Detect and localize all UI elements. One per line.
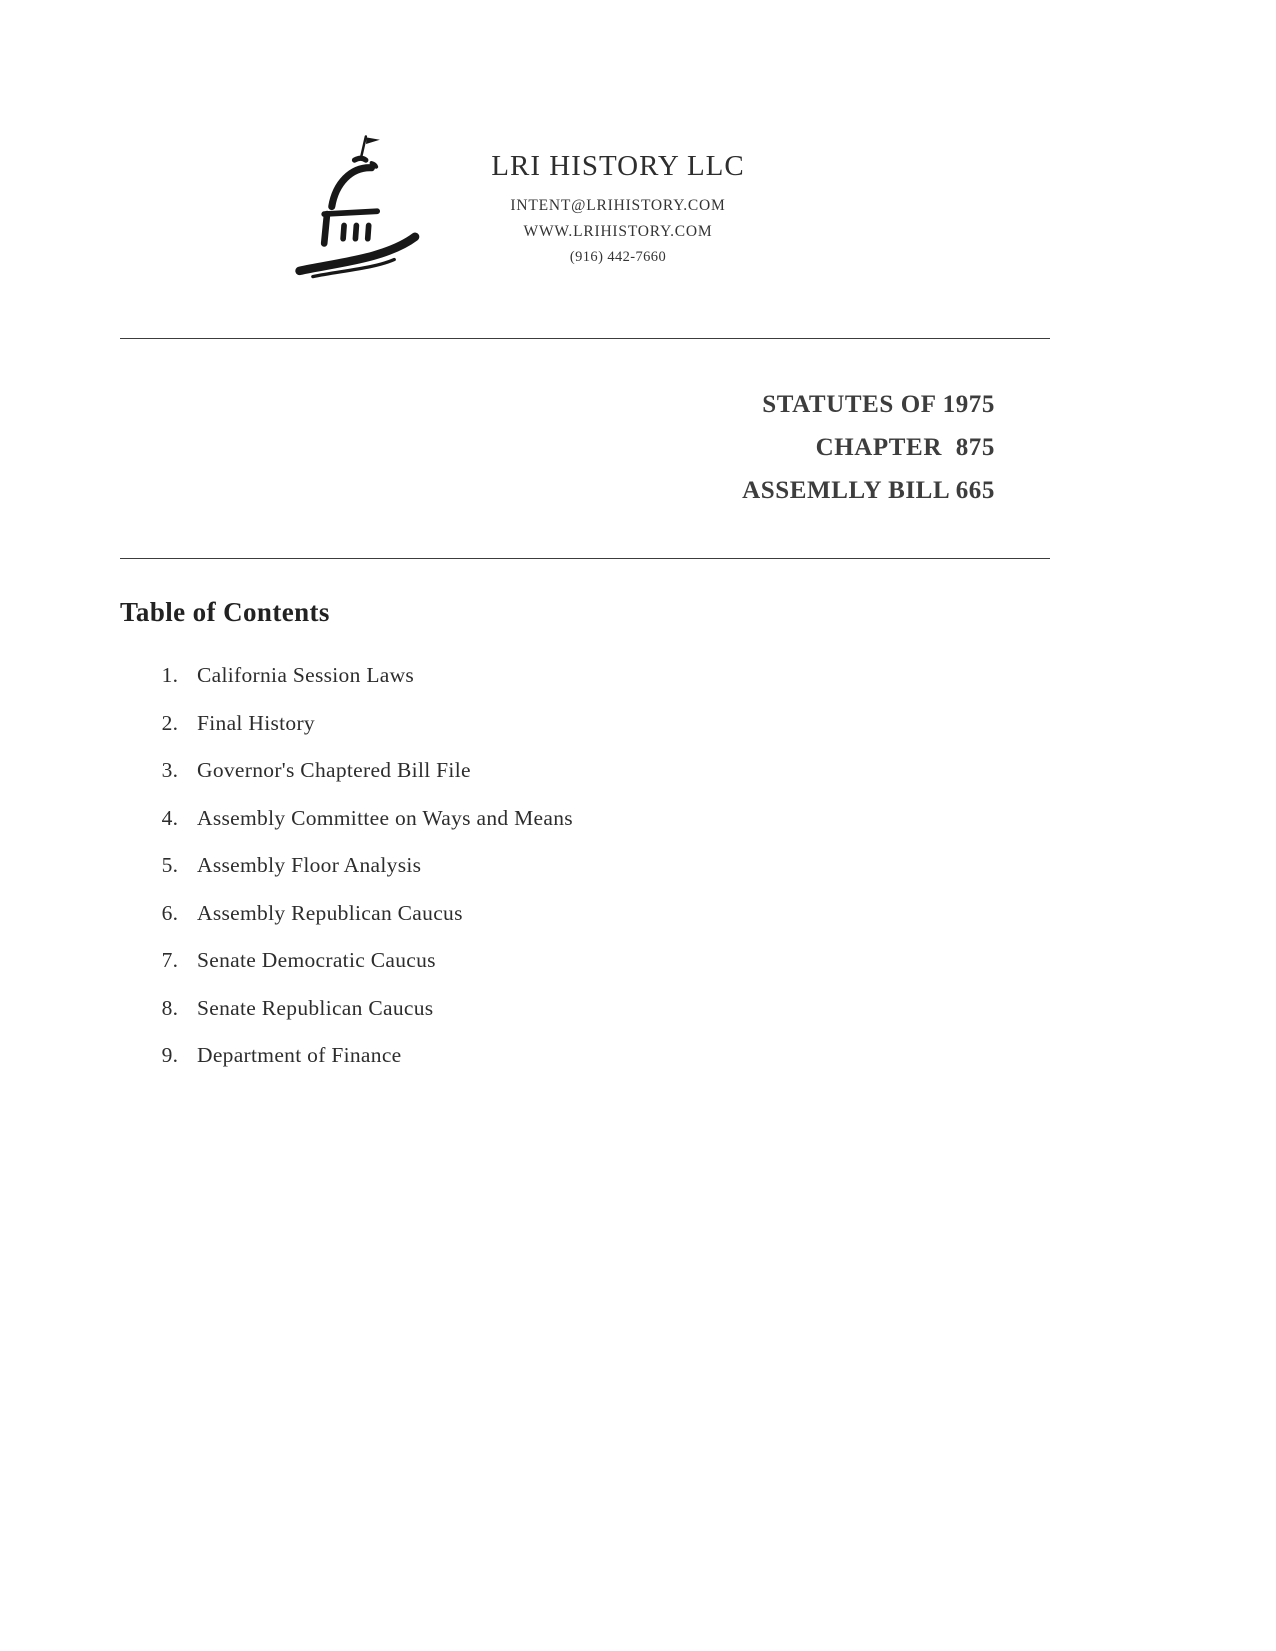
letterhead <box>292 0 1050 286</box>
capitol-dome-logo-icon <box>292 128 434 286</box>
letterhead-text <box>468 150 768 266</box>
toc-item: 7. Senate Democratic Caucus <box>184 947 1050 974</box>
toc-list <box>146 662 1050 1069</box>
toc-item: 9. Department of Finance <box>184 1042 1050 1069</box>
divider-top <box>120 338 1050 339</box>
toc-item: 3. Governor's Chaptered Bill File <box>184 757 1050 784</box>
title-block <box>120 383 1050 512</box>
divider-bottom <box>120 558 1050 559</box>
toc-item: 5. Assembly Floor Analysis <box>184 852 1050 879</box>
toc-item: 8. Senate Republican Caucus <box>184 995 1050 1022</box>
toc-item: 6. Assembly Republican Caucus <box>184 900 1050 927</box>
statutes-line: STATUTES OF 1975 <box>762 391 995 418</box>
toc-item: 4. Assembly Committee on Ways and Means <box>184 805 1050 832</box>
company-name: LRI HISTORY LLC <box>491 150 745 182</box>
company-website: WWW.LRIHISTORY.COM <box>523 223 713 240</box>
toc-item: 2. Final History <box>184 710 1050 737</box>
toc-item: 1. California Session Laws <box>184 662 1050 689</box>
chapter-line: CHAPTER 875 <box>815 434 995 461</box>
assembly-bill-line: ASSEMLLY BILL 665 <box>742 477 995 504</box>
company-phone: (916) 442-7660 <box>569 249 667 265</box>
company-email: INTENT@LRIHISTORY.COM <box>510 197 726 214</box>
toc-heading: Table of Contents <box>120 597 330 627</box>
